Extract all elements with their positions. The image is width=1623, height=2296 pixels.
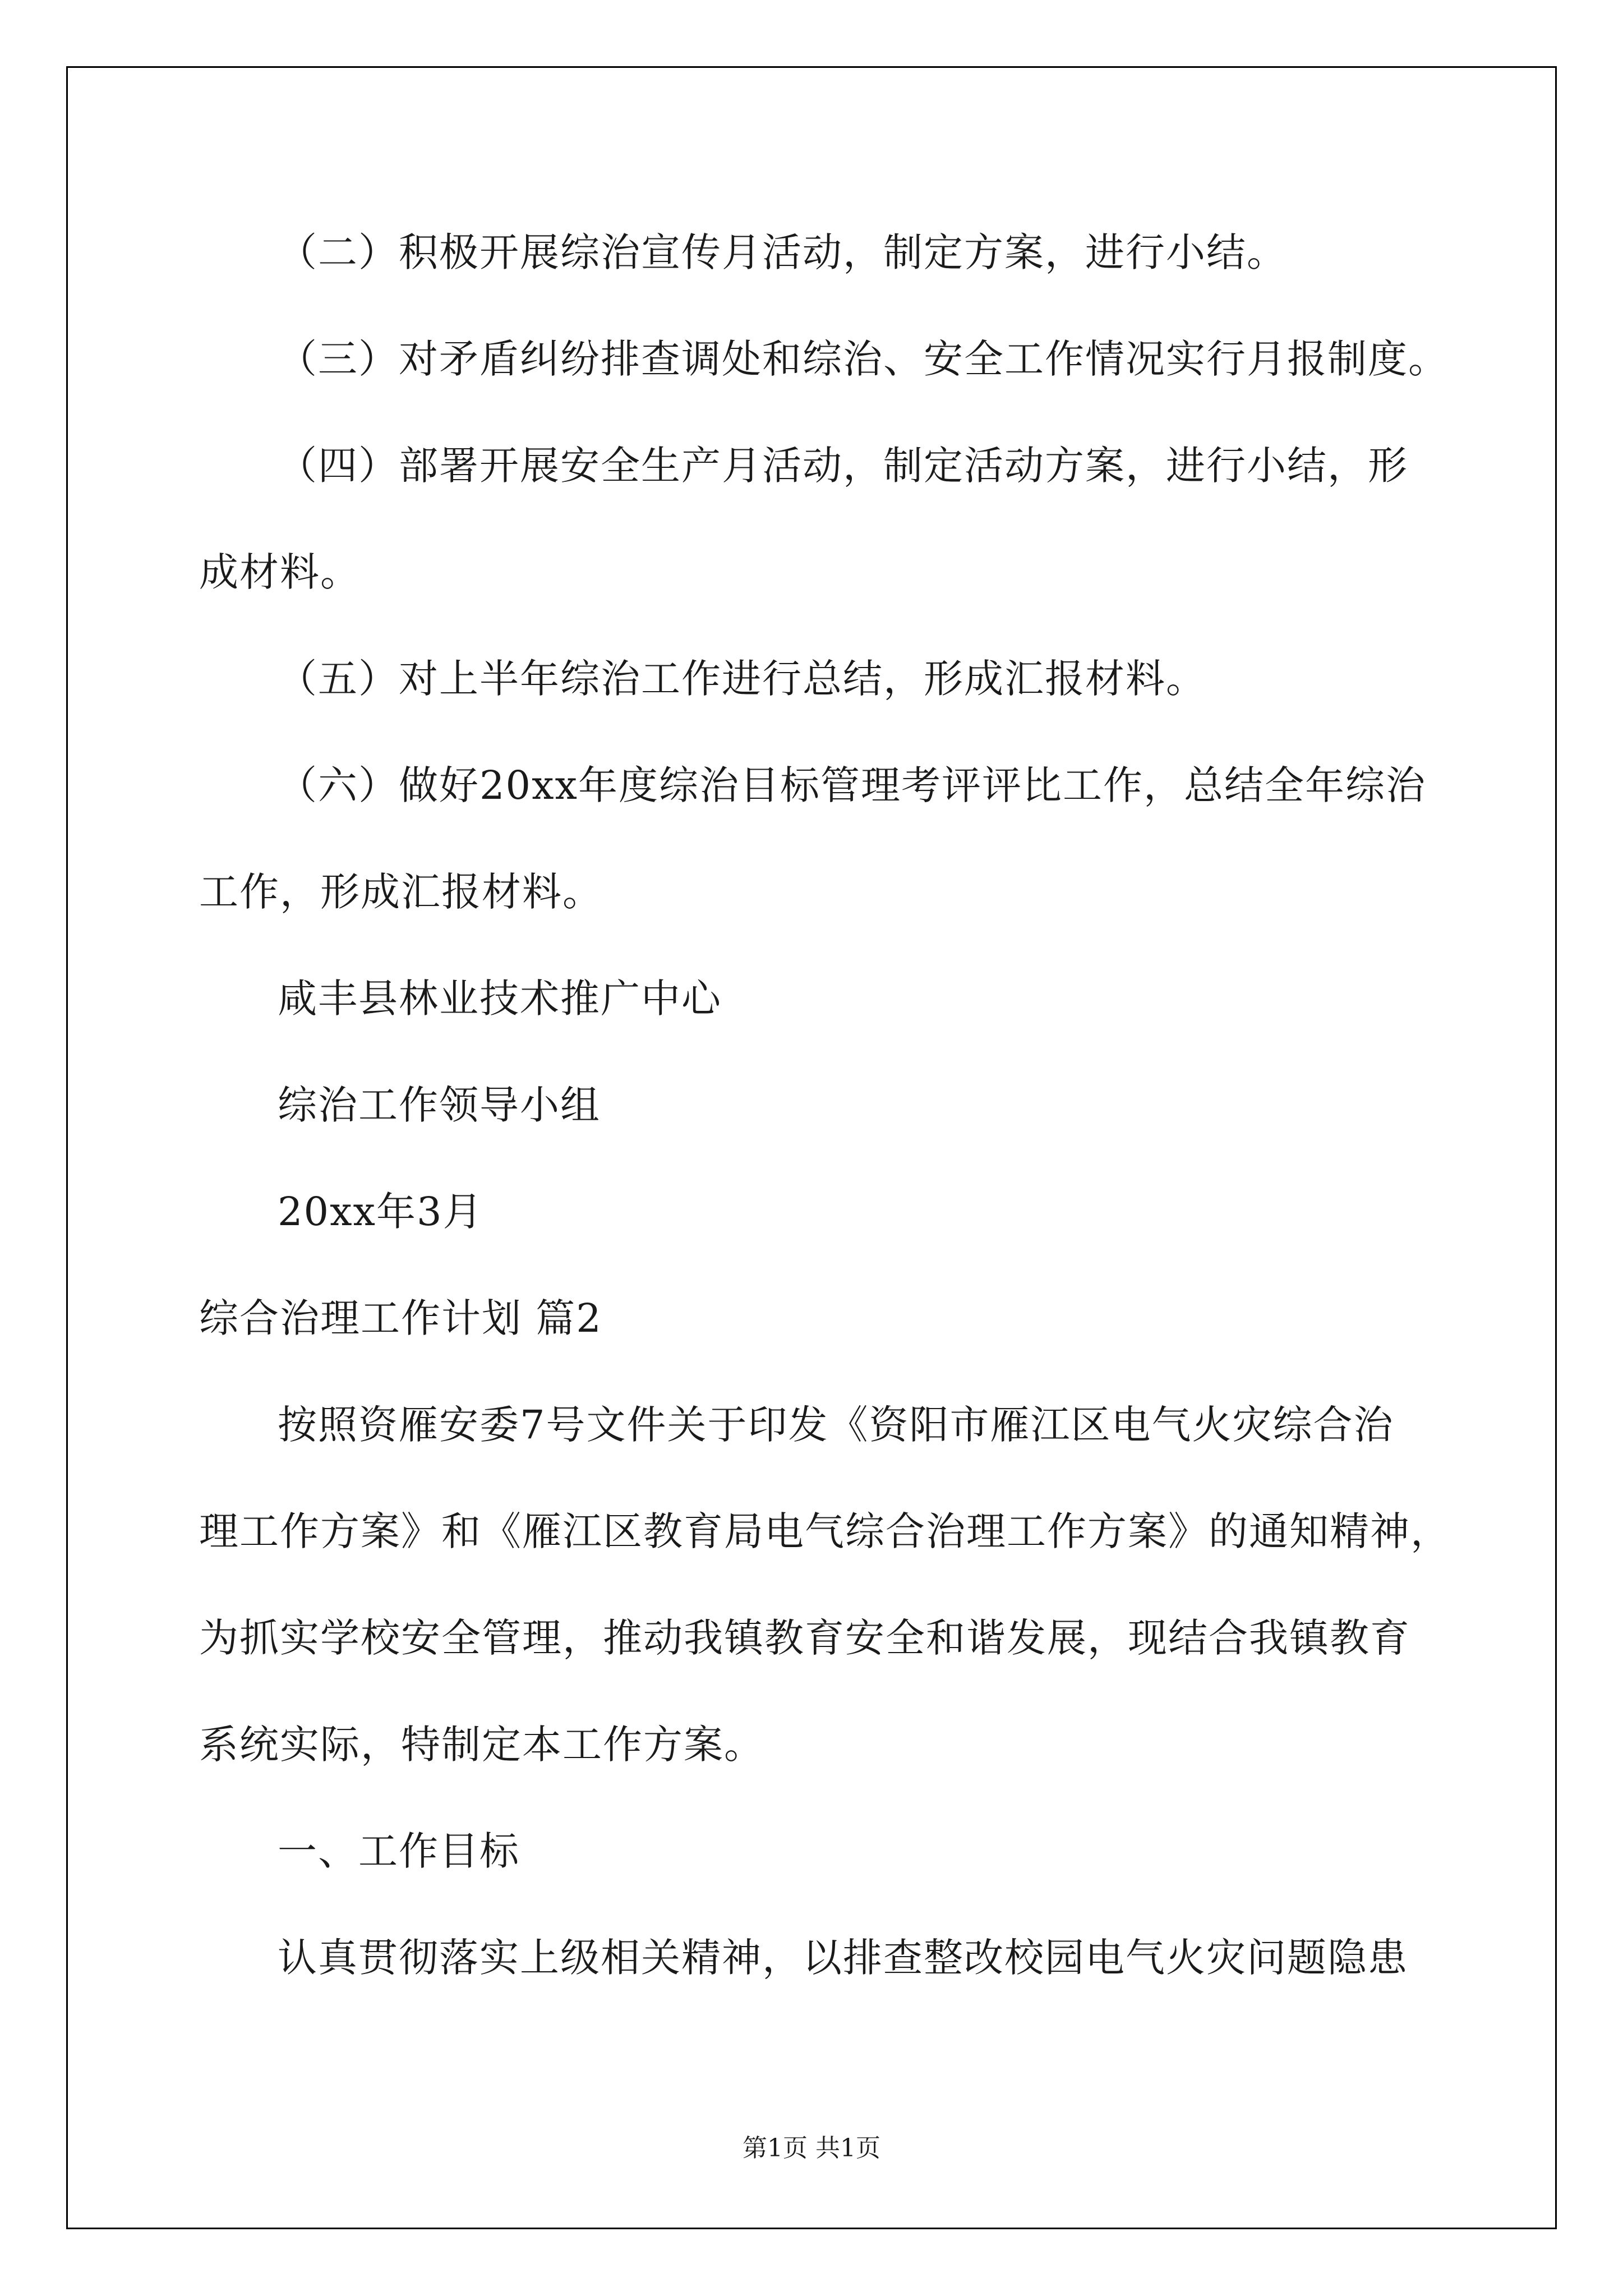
- paragraph-line: 成材料。: [199, 549, 361, 595]
- section-title: 综合治理工作计划 篇2: [199, 1295, 602, 1341]
- paragraph-line: （六）做好20xx年度综治目标管理考评评比工作，总结全年综治: [278, 762, 1427, 808]
- group-name: 综治工作领导小组: [278, 1082, 601, 1128]
- paragraph-line: 按照资雁安委7号文件关于印发《资阳市雁江区电气火灾综合治: [278, 1402, 1394, 1448]
- paragraph-line: （三）对矛盾纠纷排查调处和综治、安全工作情况实行月报制度。: [278, 336, 1449, 382]
- paragraph-line: 系统实际，特制定本工作方案。: [199, 1722, 764, 1768]
- subsection-heading: 一、工作目标: [278, 1828, 520, 1874]
- paragraph-line: 认真贯彻落实上级相关精神，以排查整改校园电气火灾问题隐患: [278, 1935, 1408, 1981]
- paragraph-line: 工作，形成汇报材料。: [199, 869, 603, 915]
- paragraph-line: 理工作方案》和《雁江区教育局电气综合治理工作方案》的通知精神，: [199, 1508, 1451, 1554]
- paragraph-line: （五）对上半年综治工作进行总结，形成汇报材料。: [278, 656, 1206, 702]
- organization-name: 咸丰县林业技术推广中心: [278, 976, 722, 1022]
- page-border: [66, 66, 1557, 2229]
- page-footer: 第1页 共1页: [743, 2134, 880, 2162]
- paragraph-line: （四）部署开展安全生产月活动，制定活动方案，进行小结，形: [278, 443, 1408, 489]
- date-line: 20xx年3月: [278, 1189, 483, 1235]
- paragraph-line: 为抓实学校安全管理，推动我镇教育安全和谐发展，现结合我镇教育: [199, 1615, 1410, 1661]
- paragraph-line: （二）积极开展综治宣传月活动，制定方案，进行小结。: [278, 229, 1287, 275]
